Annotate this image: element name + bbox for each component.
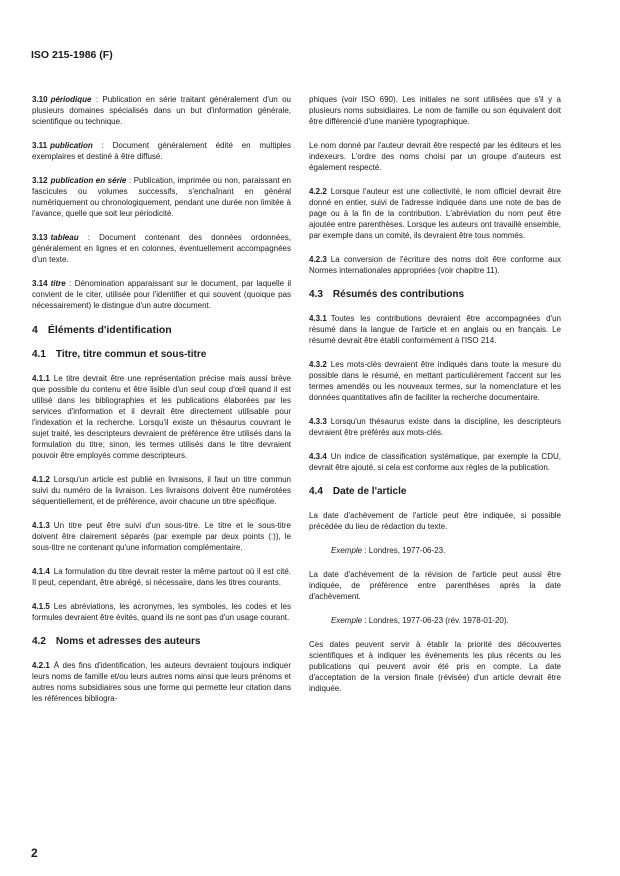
- clause-4-2-2: [309, 186, 561, 241]
- example-text: : Londres, 1977-06-23.: [362, 546, 446, 555]
- clause-text: Les mots-clés devraient être indiqués dans toute la mesure du possible dans le résumé, en mettant particulièrement l'accent sur les termes amendés ou les nouveaux termes, sur la nomenclature et les données quantitatives afin de faciliter la recherche documentaire.: [309, 360, 561, 402]
- section-title: Titre, titre commun et sous-titre: [55, 349, 207, 360]
- clause-4-2-1: [32, 660, 291, 704]
- section-title: Éléments d'identification: [47, 324, 172, 336]
- clause-number: 4.2.3: [309, 255, 327, 264]
- date-paragraph-3: Ces dates peuvent servir à établir la priorité des découvertes scientifiques et à indiquer les événements les plus récents ou les publications qui peuvent avoir été pris en compte. La date d'acceptation de la version finale (révisée) d'un article devrait être indiquée.: [309, 640, 561, 693]
- clause-number: 4.3.2: [309, 360, 327, 369]
- defined-term: titre: [50, 279, 66, 288]
- definition-text: : Publication, imprimée ou non, paraissant en fascicules ou volumes successifs, s'enchaînant en général numériquement ou chronologiquement, pendant une durée non limitée à l'avance, quelle que soit leur périodicité.: [32, 176, 291, 218]
- clause-number: 4.1.4: [32, 567, 50, 576]
- clause-number: 4.3.3: [309, 417, 327, 426]
- clause-text: Un titre peut être suivi d'un sous-titre. Le titre et le sous-titre doivent être clairement séparés (par exemple par deux points (:)), le sous-titre ne contenant qu'une information complémentaire.: [32, 521, 291, 552]
- date-paragraph-2: La date d'achèvement de la révision de l'article peut aussi être indiquée, de préférence entre parenthèses après la date d'achèvement.: [309, 570, 561, 601]
- definition-3-11: [32, 140, 291, 162]
- section-heading-4-2: [32, 636, 291, 647]
- clause-4-2-1-continued: phiques (voir ISO 690). Les initiales ne sont utilisées que s'il y a plusieurs noms subsidiaires. Le nom de famille ou son équivalent doit être différencié d'une manière typographique.: [309, 95, 561, 126]
- clause-4-1-4: [32, 566, 291, 588]
- clause-number: 4.3.4: [309, 452, 327, 461]
- clause-4-3-3: [309, 416, 561, 438]
- left-column: [32, 94, 291, 717]
- section-number: 4: [32, 324, 38, 336]
- example-label: Exemple: [331, 546, 363, 555]
- definition-text: : Dénomination apparaissant sur le document, par laquelle il convient de le citer, utilisée pour l'identifier et qui souvent (quoique pas nécessairement) le distingue d'un autre document.: [32, 279, 291, 310]
- clause-number: 3.12: [32, 176, 48, 185]
- definition-3-13: [32, 232, 291, 265]
- clause-number: 4.1.1: [32, 374, 50, 383]
- section-number: 4.2: [32, 636, 46, 647]
- section-number: 4.3: [309, 289, 323, 300]
- clause-text: Les abréviations, les acronymes, les symboles, les codes et les formules devraient être évités, quand ils ne sont pas d'un usage courant.: [32, 602, 291, 622]
- defined-term: tableau: [50, 233, 79, 242]
- example-1: [331, 545, 561, 556]
- clause-4-1-1: [32, 373, 291, 461]
- clause-number: 3.11: [32, 141, 48, 150]
- defined-term: publication en série: [50, 176, 127, 185]
- clause-text: Lorsqu'un thésaurus existe dans la discipline, les descripteurs devraient être préférés aux mots-clés.: [309, 417, 561, 437]
- clause-4-2-3: [309, 254, 561, 276]
- section-number: 4.1: [32, 349, 46, 360]
- definition-3-12: [32, 175, 291, 219]
- clause-4-3-2: [309, 359, 561, 403]
- section-title: Date de l'article: [332, 486, 407, 497]
- clause-number: 3.14: [32, 279, 48, 288]
- clause-4-2-1-paragraph: Le nom donné par l'auteur devrait être respecté par les éditeurs et les indexeurs. L'ordre des noms choisi par un groupe d'auteurs est également respecté.: [309, 141, 561, 172]
- clause-text: À des fins d'identification, les auteurs devraient toujours indiquer leurs noms de famille et/ou leurs autres noms ainsi que leurs prénoms et autres noms subsidiaires sous une forme qui permette leur citation dans les références bibliogra-: [32, 661, 291, 703]
- clause-4-3-1: [309, 313, 561, 346]
- section-title: Noms et adresses des auteurs: [55, 636, 201, 647]
- definition-text: : Publication en série traitant généralement d'un ou plusieurs domaines spécialisés dans un but d'information générale, scientifique ou technique.: [32, 95, 291, 126]
- defined-term: périodique: [50, 95, 92, 104]
- example-2: [331, 615, 561, 626]
- example-text: : Londres, 1977-06-23 (rév. 1978-01-20).: [362, 616, 509, 625]
- clause-number: 3.13: [32, 233, 48, 242]
- clause-text: Lorsqu'un article est publié en livraisons, il faut un titre commun suivi du numéro de la livraison. Les livraisons doivent être numérotées séquentiellement, et de préférence, avoir chacune un titre spécifique.: [32, 475, 291, 506]
- clause-number: 3.10: [32, 95, 48, 104]
- clause-number: 4.2.2: [309, 187, 327, 196]
- section-heading-4: [32, 324, 291, 336]
- clause-text: La formulation du titre devrait rester la même partout où il est cité. Il peut, cependant, être abrégé, si nécessaire, dans les titres courants.: [32, 567, 291, 587]
- clause-number: 4.1.2: [32, 475, 50, 484]
- clause-4-3-4: [309, 451, 561, 473]
- clause-number: 4.1.3: [32, 521, 50, 530]
- clause-number: 4.3.1: [309, 314, 327, 323]
- section-heading-4-4: [309, 486, 561, 497]
- clause-text: Lorsque l'auteur est une collectivité, le nom officiel devrait être donné en entier, suivi de l'adresse indiquée dans une note de bas de page ou à la fin de la contribution. L'abréviation du nom peut être ajoutée entre parenthèses. Lorsque les auteurs ont travaillé ensemble, par exemple dans un comité, ils devraient être tous nommés.: [309, 187, 561, 240]
- section-heading-4-1: [32, 349, 291, 360]
- clause-4-1-2: [32, 474, 291, 507]
- clause-number: 4.1.5: [32, 602, 50, 611]
- page-number: 2: [31, 846, 38, 860]
- definition-text: : Document généralement édité en multiples exemplaires et destiné à être diffusé.: [32, 141, 291, 161]
- clause-number: 4.2.1: [32, 661, 50, 670]
- definition-text: : Document contenant des données ordonnées, généralement en lignes et en colonnes, éventuellement accompagnées d'un texte.: [32, 233, 291, 264]
- clause-text: Toutes les contributions devraient être accompagnées d'un résumé dans la langue de l'article et en anglais ou en français. Le résumé devrait être établi conformément à l'ISO 214.: [309, 314, 561, 345]
- clause-4-1-3: [32, 520, 291, 553]
- clause-4-1-5: [32, 601, 291, 623]
- example-label: Exemple: [331, 616, 363, 625]
- section-number: 4.4: [309, 486, 323, 497]
- document-header: ISO 215-1986 (F): [31, 49, 113, 61]
- clause-text: La conversion de l'écriture des noms doit être conforme aux Normes internationales appropriées (voir chapitre 11).: [309, 255, 561, 275]
- section-title: Résumés des contributions: [332, 289, 465, 300]
- right-column: [309, 94, 561, 707]
- defined-term: publication: [50, 141, 93, 150]
- section-heading-4-3: [309, 289, 561, 300]
- date-paragraph-1: La date d'achèvement de l'article peut être indiquée, si possible précédée du lieu de rédaction du texte.: [309, 511, 561, 531]
- definition-3-10: [32, 94, 291, 127]
- definition-3-14: [32, 278, 291, 311]
- clause-text: Un indice de classification systématique, par exemple la CDU, devrait être ajouté, si cela est conforme aux règles de la publication.: [309, 452, 561, 472]
- clause-text: Le titre devrait être une représentation précise mais aussi brève que possible du contenu et être lisible d'un seul coup d'œil quand il est utilisé dans les bibliographies et les publications élaborées par les services d'information et il devrait être directement utilisable pour l'indexation et la recherche. Lorsqu'il existe un thésaurus couvrant le sujet traité, les descripteurs devraient de préférence être utilisés dans la formulation du titre; sinon, les termes utilisés dans le titre devraient pouvoir être employés comme descripteurs.: [32, 374, 291, 460]
